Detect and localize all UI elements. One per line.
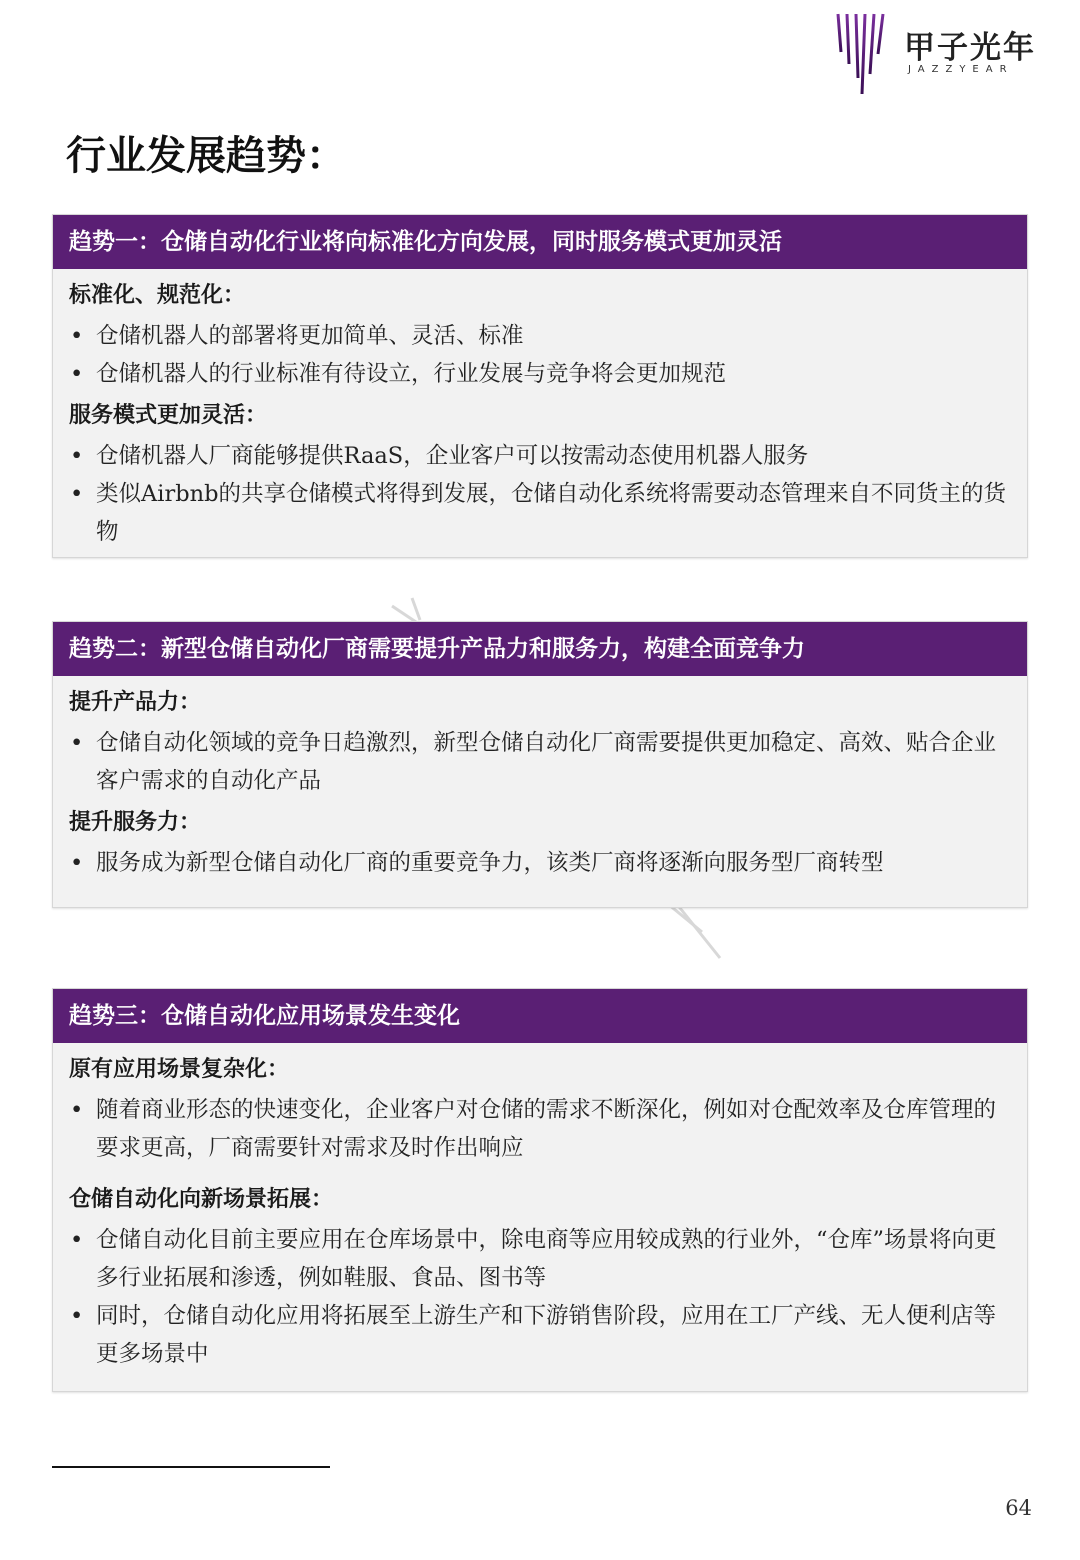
bullet-text: 类似Airbnb的共享仓储模式将得到发展，仓储自动化系统将需要动态管理来自不同货主的货物: [96, 481, 1006, 545]
footnote-divider: [52, 1466, 330, 1468]
trend-panel-3: [52, 988, 1028, 1392]
bullet-text: 仓储机器人厂商能够提供RaaS，企业客户可以按需动态使用机器人服务: [96, 443, 809, 469]
section-heading: 原有应用场景复杂化：: [69, 1057, 290, 1082]
section-heading: 提升服务力：: [69, 810, 202, 835]
bullet-item: [69, 437, 1011, 475]
section-heading: 提升产品力：: [69, 690, 202, 715]
trend-header-2: 趋势二：新型仓储自动化厂商需要提升产品力和服务力，构建全面竞争力: [53, 622, 1027, 676]
section-heading: 服务模式更加灵活：: [69, 403, 268, 428]
bullet-item: [69, 475, 1011, 551]
bullet-dot-icon: •: [70, 1227, 84, 1253]
brand-logo: [832, 12, 1052, 96]
bullet-dot-icon: •: [70, 323, 84, 349]
bullet-dot-icon: •: [70, 1097, 84, 1123]
bullet-text: 同时，仓储自动化应用将拓展至上游生产和下游销售阶段，应用在工厂产线、无人便利店等更多场景中: [96, 1303, 997, 1367]
bullet-dot-icon: •: [70, 730, 84, 756]
bullet-dot-icon: •: [70, 361, 84, 387]
section-heading: 仓储自动化向新场景拓展：: [69, 1187, 334, 1212]
bullet-dot-icon: •: [70, 481, 84, 507]
bullet-dot-icon: •: [70, 1303, 84, 1329]
trend-panel-2: [52, 621, 1028, 908]
page-title: 行业发展趋势：: [66, 133, 346, 179]
trend-panel-1: [52, 214, 1028, 558]
bullet-item: [69, 1221, 1011, 1297]
bullet-dot-icon: •: [70, 443, 84, 469]
bullet-item: [69, 1091, 1011, 1167]
section-heading: 标准化、规范化：: [69, 283, 246, 308]
brand-name-en: JAZZYEAR: [908, 64, 1014, 75]
bullet-item: [69, 317, 1011, 355]
bullet-text: 仓储自动化领域的竞争日趋激烈，新型仓储自动化厂商需要提供更加稳定、高效、贴合企业客户需求的自动化产品: [96, 730, 997, 794]
bullet-text: 仓储机器人的行业标准有待设立，行业发展与竞争将会更加规范: [96, 361, 727, 387]
brand-logo-mark: [832, 12, 892, 96]
bullet-text: 仓储机器人的部署将更加简单、灵活、标准: [96, 323, 524, 349]
page-number: 64: [1005, 1496, 1032, 1520]
bullet-item: [69, 844, 1011, 882]
trend-header-3: 趋势三：仓储自动化应用场景发生变化: [53, 989, 1027, 1043]
bullet-text: 服务成为新型仓储自动化厂商的重要竞争力，该类厂商将逐渐向服务型厂商转型: [96, 850, 884, 876]
bullet-item: [69, 1297, 1011, 1373]
brand-name-cn: 甲子光年: [904, 30, 1036, 66]
bullet-text: 仓储自动化目前主要应用在仓库场景中，除电商等应用较成熟的行业外，“仓库”场景将向更多行业拓展和渗透，例如鞋服、食品、图书等: [96, 1227, 997, 1291]
bullet-text: 随着商业形态的快速变化，企业客户对仓储的需求不断深化，例如对仓配效率及仓库管理的要求更高，厂商需要针对需求及时作出响应: [96, 1097, 997, 1161]
bullet-item: [69, 355, 1011, 393]
bullet-item: [69, 724, 1011, 800]
bullet-dot-icon: •: [70, 850, 84, 876]
trend-header-1: 趋势一：仓储自动化行业将向标准化方向发展，同时服务模式更加灵活: [53, 215, 1027, 269]
